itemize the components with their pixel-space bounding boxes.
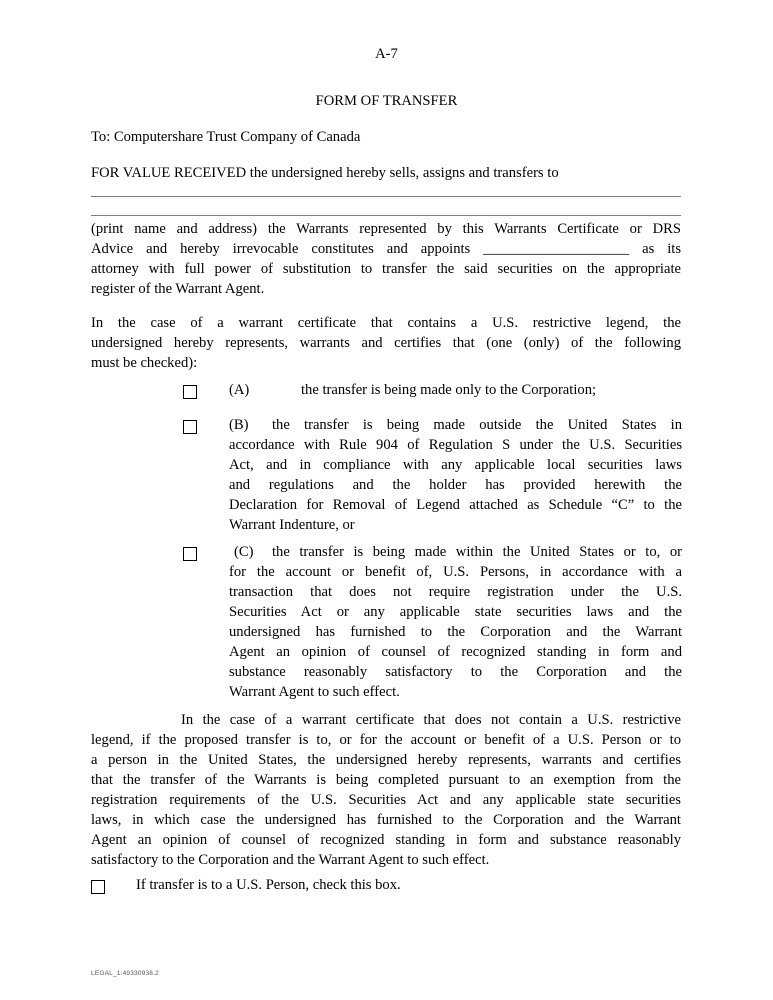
option-a-label: (A) — [229, 382, 250, 398]
restrictive-legend-line: In the case of a warrant certificate that contains a U.S. restrictive legend, the — [91, 315, 681, 331]
no-legend-line: satisfactory to the Corporation and the Warrant Agent to such effect. — [91, 852, 490, 868]
option-c-text: the transfer is being made within the United States or to, or — [272, 544, 682, 560]
restrictive-legend-line: must be checked): — [91, 355, 198, 371]
transferee-blank-line-1[interactable] — [91, 196, 681, 197]
restrictive-legend-line: undersigned hereby represents, warrants and certifies that (one (only) of the following — [91, 335, 681, 351]
page-title: FORM OF TRANSFER — [315, 93, 458, 109]
print-name-line: Advice and hereby irrevocable constitutes and appoints ____________________ as its — [91, 241, 681, 257]
option-b-text: accordance with Rule 904 of Regulation S under the U.S. Securities — [229, 437, 682, 453]
option-c-text: Agent an opinion of counsel of recognized standing in form and — [229, 644, 682, 660]
print-name-line: register of the Warrant Agent. — [91, 281, 265, 297]
no-legend-line: In the case of a warrant certificate that does not contain a U.S. restrictive — [181, 712, 681, 728]
option-c-text: undersigned has furnished to the Corporation and the Warrant — [229, 624, 682, 640]
option-b-text: and regulations and the holder has provided herewith the — [229, 477, 682, 493]
option-c-text: Warrant Agent to such effect. — [229, 684, 400, 700]
option-b-text: Warrant Indenture, or — [229, 517, 355, 533]
option-c-label: (C) — [234, 544, 254, 560]
option-b-label: (B) — [229, 417, 249, 433]
no-legend-line: a person in the United States, the undersigned hereby represents, warrants and certifies — [91, 752, 681, 768]
option-b-text: Declaration for Removal of Legend attached as Schedule “C” to the — [229, 497, 682, 513]
no-legend-line: that the transfer of the Warrants is being completed pursuant to an exemption from the — [91, 772, 681, 788]
footer-document-code: LEGAL_1:49330938.2 — [91, 970, 159, 977]
to-line: To: Computershare Trust Company of Canada — [91, 129, 361, 145]
option-b-text: the transfer is being made outside the United States in — [272, 417, 682, 433]
transferee-blank-line-2[interactable] — [91, 215, 681, 216]
option-c-text: Securities Act or any applicable state securities laws and the — [229, 604, 682, 620]
option-c-text: transaction that does not require registration under the U.S. — [229, 584, 682, 600]
print-name-line: (print name and address) the Warrants represented by this Warrants Certificate or DRS — [91, 221, 681, 237]
option-c-text: for the account or benefit of, U.S. Persons, in accordance with a — [229, 564, 682, 580]
us-person-check-label: If transfer is to a U.S. Person, check this box. — [136, 877, 401, 893]
print-name-line: attorney with full power of substitution to transfer the said securities on the appropriate — [91, 261, 681, 277]
no-legend-line: registration requirements of the U.S. Securities Act and any applicable state securities — [91, 792, 681, 808]
for-value-line: FOR VALUE RECEIVED the undersigned hereby sells, assigns and transfers to — [91, 165, 559, 181]
us-person-checkbox[interactable] — [91, 880, 105, 894]
page-number: A-7 — [375, 46, 398, 62]
no-legend-line: legend, if the proposed transfer is to, or for the account or benefit of a U.S. Person or to — [91, 732, 681, 748]
option-c-text: substance reasonably satisfactory to the Corporation and the — [229, 664, 682, 680]
option-b-checkbox[interactable] — [183, 420, 197, 434]
option-b-text: Act, and in compliance with any applicable local securities laws — [229, 457, 682, 473]
option-a-checkbox[interactable] — [183, 385, 197, 399]
option-c-checkbox[interactable] — [183, 547, 197, 561]
option-a-text: the transfer is being made only to the Corporation; — [301, 382, 597, 398]
no-legend-line: Agent an opinion of counsel of recognized standing in form and substance reasonably — [91, 832, 681, 848]
no-legend-line: laws, in which case the undersigned has furnished to the Corporation and the Warrant — [91, 812, 681, 828]
